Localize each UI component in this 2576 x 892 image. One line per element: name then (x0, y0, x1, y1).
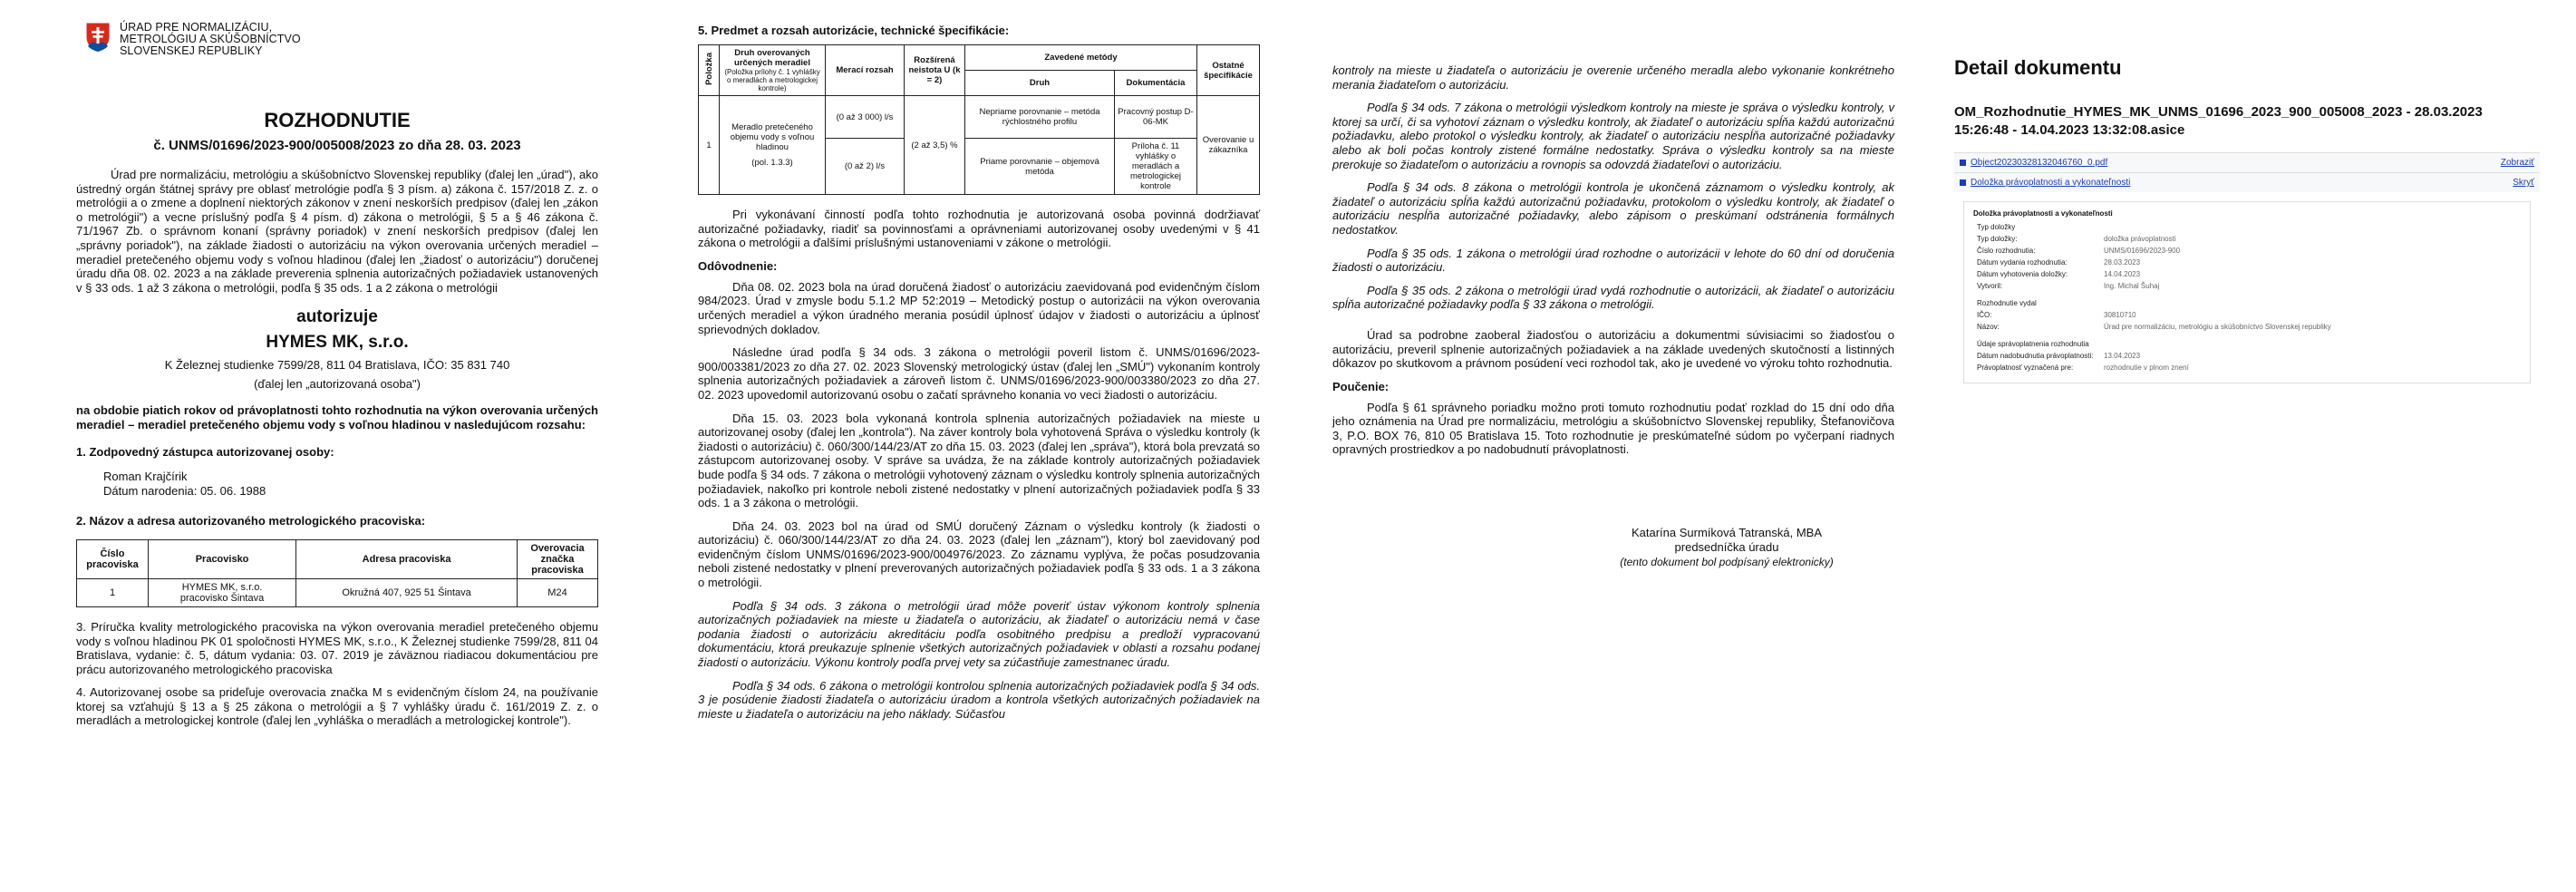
reasoning-p4: Dňa 24. 03. 2023 bol na úrad od SMÚ doručený Záznam o výsledku kontroly (k žiadosti o autorizáciu) č. 060/300/144/23/AT zo dňa 24. 03. 2023 (ďalej len „záznam"), ktorý bol zaevidovaný pod evidenčným číslom UNMS/01696/2023-900/004976/2023. Zo záznamu vyplýva, že počas posudzovania neboli zistené nedostatky v plnení preverovaných autorizačných požiadaviek podľa § 33 ods. 1 a 3 zákona o metrológii. (698, 519, 1260, 590)
col-instrument-type-sub: (Položka prílohy č. 1 vyhlášky o meradlách a metrologickej kontrole) (724, 68, 820, 92)
institution-logo (85, 22, 301, 57)
col-address: Adresa pracoviska (296, 539, 518, 578)
reasoning-p6: Podľa § 34 ods. 6 zákona o metrológii kontrolou splnenia autorizačných požiadaviek podľa § 34 ods. 3 je posúdenie žiadosti žiadateľa o autorizáciu úradom a kontrola všetkých autorizačných požiadaviek na mieste u žiadateľa o autorizáciu na jeho náklady. Súčasťou (698, 678, 1260, 721)
company-name: HYMES MK, s.r.o. (266, 333, 409, 353)
scope-lead: na obdobie piatich rokov od právoplatnosti tohto rozhodnutia na výkon overovania určených meradiel – meradiel pretečeného objemu vody s voľnou hladinou v nasledujúcom rozsahu: (76, 403, 598, 431)
table-row (77, 578, 598, 606)
detail-key: Typ doložky: (1977, 235, 2018, 243)
detail-value: 28.03.2023 (2104, 258, 2141, 267)
cell-doc-2: Príloha č. 11 vyhlášky o meradlách a metrologickej kontrole (1115, 139, 1197, 195)
detail-key: Názov: (1977, 323, 2000, 331)
col-instrument-type-label: Druh overovaných určených meradiel (734, 48, 810, 68)
reasoning-p1: Dňa 08. 02. 2023 bola na úrad doručená žiadosť o autorizáciu zaevidovaná pod evidenčným číslom 984/2023. Úrad v zmysle bodu 5.1.2 MP 52:2019 – Metodický postup o autorizácii na výkon overovania určených meradiel a výkon úradného merania posúdil úplnosť údajov v žiadosti o autorizáciu a úplnosť sprievodných dokladov. (698, 279, 1260, 336)
view-button[interactable]: Zobraziť (2500, 158, 2534, 168)
col-item-label: Položka (703, 53, 714, 85)
validity-group (1973, 340, 2521, 372)
file-row-clause (1954, 172, 2540, 192)
law-35-1-paragraph: Podľa § 35 ods. 1 zákona o metrológii úrad rozhodne o autorizácii v lehote do 60 dní od doručenia žiadosti o autorizáciu. (1332, 246, 1894, 275)
col-method-type: Druh (965, 71, 1115, 96)
detail-value: Ing. Michal Šuhaj (2104, 282, 2160, 290)
detail-value: 13.04.2023 (2104, 352, 2141, 360)
detail-row (1977, 247, 2521, 255)
item-4: 4. Autorizovanej osobe sa prideľuje overovacia značka M s evidenčným číslom 24, na používanie ktorej sa vzťahujú § 13 a § 25 zákona o metrológii a § 7 vyhlášky úradu č. 161/2019 Z. z. o meradlách a metrologickej kontrole (ďalej len „vyhláška o meradlách a metrologickej kontrole"). (76, 685, 598, 728)
detail-row (1977, 352, 2521, 360)
workplace-table (76, 539, 598, 607)
authorizes-heading: autorizuje (296, 307, 378, 327)
col-uncertainty: Rozšírená neistota U (k = 2) (905, 45, 965, 96)
container-filename: OM_Rozhodnutie_HYMES_MK_UNMS_01696_2023_900_005008_2023 - 28.03.2023 15:26:48 - 14.04.2023 13:32:08.asice (1954, 104, 2483, 138)
cell-mark: M24 (518, 578, 598, 606)
signatory-role: predsedníčka úradu (1674, 540, 1779, 555)
file-expand-icon (1960, 160, 1966, 166)
obligations-paragraph: Pri vykonávaní činností podľa tohto rozhodnutia je autorizovaná osoba povinná dodržiavať autorizačné požiadavky, riadiť sa povinnosťami a oprávneniami autorizovanej osoby uvedenými v § 41 zákona o metrológii a ďalšími príslušnými ustanoveniami v zákone o metrológii. (698, 208, 1260, 250)
col-item (699, 45, 720, 96)
detail-key: Číslo rozhodnutia: (1977, 247, 2036, 255)
continuation-paragraph: kontroly na mieste u žiadateľa o autorizáciu je overenie určeného meradla alebo vykonanie konkrétneho merania žiadateľom o autorizáciu. (1332, 63, 1894, 92)
col-instrument-type (720, 45, 826, 96)
law-35-2-paragraph: Podľa § 35 ods. 2 zákona o metrológii úrad vydá rozhodnutie o autorizácii, ak žiadateľ o autorizáciu spĺňa autorizačné požiadavky podľa § 33 zákona o metrológii. (1332, 283, 1894, 312)
col-methods: Zavedené metódy (965, 45, 1197, 71)
group-1-title: Typ doložky (1977, 223, 2016, 231)
instruction-heading: Poučenie: (1332, 379, 1390, 393)
col-range: Merací rozsah (826, 45, 905, 96)
decision-reference: č. UNMS/01696/2023-900/005008/2023 zo dňa 28. 03. 2023 (153, 138, 521, 153)
signature-block (1559, 526, 1894, 569)
group-title (1977, 299, 2521, 307)
cell-range-2: (0 až 2) l/s (826, 139, 905, 195)
item-1-heading: 1. Zodpovedný zástupca autorizovanej osoby: (76, 444, 334, 459)
col-documentation: Dokumentácia (1115, 71, 1197, 96)
cell-instrument (720, 96, 826, 195)
cell-uncertainty: (2 až 3,5) % (905, 96, 965, 195)
detail-row (1977, 235, 2521, 243)
reasoning-p5: Podľa § 34 ods. 3 zákona o metrológii úrad môže poveriť ústav výkonom kontroly splnenia autorizačných požiadaviek na mieste u žiadateľa o autorizáciu, ak žiadateľ o autorizáciu nemá v čase podania žiadosti o autorizáciu akreditáciu podľa osobitného predpisu a predloží vypracovanú dokumentáciu, ktorá preukazuje splnenie všetkých autorizačných požiadaviek v oblasti a rozsahu podanej žiadosti o autorizáciu. Výkonu kontroly podľa prvej vety sa zúčastňuje zamestnanec úradu. (698, 598, 1260, 670)
table-header-row (77, 539, 598, 578)
file-name-clause: Doložka právoplatnosti a vykonateľnosti (1971, 178, 2131, 188)
file-link-clause[interactable] (1960, 178, 2130, 188)
specification-table (698, 44, 1260, 195)
detail-value: 30810710 (2104, 311, 2136, 319)
detail-row (1977, 311, 2521, 319)
representative-birthdate: Dátum narodenia: 05. 06. 1988 (103, 483, 266, 498)
detail-row (1977, 323, 2521, 331)
group-title (1977, 223, 2521, 231)
file-name-pdf: Object20230328132046760_0.pdf (1971, 158, 2108, 168)
clause-box-title: Doložka právoplatnosti a vykonateľnosti (1973, 209, 2113, 218)
cell-address: Okružná 407, 925 51 Šintava (296, 578, 518, 606)
section-5-heading: 5. Predmet a rozsah autorizácie, technické špecifikácie: (698, 24, 1010, 37)
table-header-row (699, 45, 1260, 71)
col-workplace-number: Číslo pracoviska (77, 539, 149, 578)
decision-title: ROZHODNUTIE (264, 109, 411, 131)
cell-instrument-name: Meradlo pretečeného objemu vody s voľnou hladinou (730, 122, 815, 152)
reasoning-heading: Odôvodnenie: (698, 258, 778, 273)
detail-value: doložka právoplatnosti (2104, 235, 2176, 243)
reasoning-p3: Dňa 15. 03. 2023 bola vykonaná kontrola splnenia autorizačných požiadaviek na mieste u autorizovanej osoby (ďalej len „kontrola"). Na záver kontroly bola vyhotovená Správa o výsledku kontroly (k žiadosti o autorizáciu) č. 060/300/144/23/AT zo dňa 15. 03. 2023 (ďalej len „správa"), ktorá bola prevzatá so zástupcom autorizovanej osoby. V správe sa uvádza, že na základe kontroly autorizačných požiadaviek bude podľa § 34 ods. 7 zákona o metrológii vyhotovený záznam o výsledku kontroly splnenia autorizačných požiadaviek, nakoľko pri kontrole neboli zistené nedostatky v plnení autorizačných požiadaviek podľa § 33 ods. 1 a 3 zákona o metrológii. (698, 411, 1260, 510)
group-title (1977, 340, 2521, 348)
page-1 (0, 0, 634, 892)
detail-title: Detail dokumentu (1954, 56, 2122, 79)
cell-doc-1: Pracovný postup D-06-MK (1115, 96, 1197, 139)
signatory-name: Katarína Surmíková Tatranská, MBA (1631, 526, 1823, 540)
representative (103, 470, 598, 498)
table-row (699, 96, 1260, 139)
page-4-document-detail (1931, 0, 2576, 892)
cell-number: 1 (77, 578, 149, 606)
detail-row (1977, 270, 2521, 278)
company-alias: (ďalej len „autorizovaná osoba") (254, 377, 421, 392)
institution-line-3: SLOVENSKEJ REPUBLIKY (120, 44, 263, 57)
cell-method-2: Priame porovnanie – objemová metóda (965, 139, 1115, 195)
detail-key: Dátum nadobudnutia právoplatnosti: (1977, 352, 2094, 360)
cell-workplace: HYMES MK, s.r.o. pracovisko Šintava (149, 578, 296, 606)
item-2-heading: 2. Názov a adresa autorizovaného metrologického pracoviska: (76, 514, 426, 528)
file-row-pdf (1954, 152, 2540, 172)
detail-key: Právoplatnosť vyznačená pre: (1977, 364, 2074, 372)
detail-key: Vytvoril: (1977, 282, 2003, 290)
law-34-7-paragraph: Podľa § 34 ods. 7 zákona o metrológii výsledkom kontroly na mieste je správa o výsledku kontroly, v ktorej sa určí, či sa vyhotoví záznam o výsledku kontroly, ak žiadateľ o autorizáciu spĺňa každú autorizačnú požiadavku, alebo protokol o výsledku kontroly, ak žiadateľ o autorizáciu nespĺňa autorizačné požiadavky alebo ak boli počas kontroly zistené formálne nedostatky. Správa o výsledku kontroly sa na mieste prerokuje so žiadateľom o autorizáciu a rovnopis sa odovzdá žiadateľovi o autorizáciu. (1332, 101, 1894, 171)
representative-name: Roman Krajčírik (103, 470, 188, 484)
item-3: 3. Príručka kvality metrologického pracoviska na výkon overovania meradiel pretečeného objemu vody s voľnou hladinou PK 01 spoločnosti HYMES MK, s.r.o., K Železnej studienke 7599/28, 811 04 Bratislava, vydanie: č. 5, dátum vydania: 03. 07. 2019 je záväznou riadiacou dokumentáciou pre prácu autorizovaného metrologického pracoviska (76, 619, 598, 676)
col-other: Ostatné špecifikácie (1197, 45, 1260, 96)
detail-value: rozhodnutie v plnom znení (2104, 364, 2189, 372)
page-3 (1305, 0, 1931, 892)
slovak-coat-of-arms-icon (85, 22, 111, 53)
detail-key: Dátum vyhotovenia doložky: (1977, 270, 2068, 278)
instruction-paragraph: Podľa § 61 správneho poriadku možno proti tomuto rozhodnutiu podať rozklad do 15 dní odo dňa jeho oznámenia na Úrad pre normalizáciu, metrológiu a skúšobníctvo Slovenskej republiky, Štefanovičova 3, P.O. BOX 76, 810 05 Bratislava 15. Toto rozhodnutie je preskúmateľné súdom po vyčerpaní riadnych opravných prostriedkov a po nadobudnutí právoplatnosti. (1332, 400, 1894, 457)
reasoning-p2: Následne úrad podľa § 34 ods. 3 zákona o metrológii poveril listom č. UNMS/01696/2023-900/003381/2023 zo dňa 27. 02. 2023 Slovenský metrologický ústav (ďalej len „SMÚ") vykonaním kontroly splnenia autorizačných požiadaviek a zároveň listom č. UNMS/01696/2023-900/003380/2023 zo dňa 27. 02. 2023 upovedomil autorizovanú osobu o začatí správneho konania vo veci žiadosti o autorizáciu. (698, 345, 1260, 402)
page-2 (634, 0, 1305, 892)
file-collapse-icon (1960, 179, 1966, 186)
law-34-8-paragraph: Podľa § 34 ods. 8 zákona o metrológii kontrola je ukončená záznamom o výsledku kontroly, ak žiadateľ o autorizáciu spĺňa každú autorizačnú požiadavku, protokolom o výsledku kontroly, ak žiadateľ o autorizáciu nespĺňa autorizačné požiadavky, alebo zápisom o preskúmaní odstránenia formálnych nedostatkov. (1332, 180, 1894, 237)
clause-detail-box (1963, 201, 2531, 383)
signature-note: (tento dokument bol podpísaný elektronicky) (1620, 556, 1834, 569)
cell-method-1: Nepriame porovnanie – metóda rýchlostného profilu (965, 96, 1115, 139)
hide-button[interactable]: Skryť (2513, 178, 2534, 188)
institution-line-1: ÚRAD PRE NORMALIZÁCIU, (120, 21, 273, 34)
cell-other: Overovanie u zákazníka (1197, 96, 1260, 195)
detail-row (1977, 258, 2521, 267)
col-mark: Overovacia značka pracoviska (518, 539, 598, 578)
detail-key: IČO: (1977, 311, 1992, 319)
detail-value: UNMS/01696/2023-900 (2104, 247, 2181, 255)
detail-key: Dátum vydania rozhodnutia: (1977, 258, 2068, 267)
group-3-title: Údaje správoplatnenia rozhodnutia (1977, 340, 2089, 348)
decision-paragraph: Úrad sa podrobne zaoberal žiadosťou o autorizáciu a dokumentmi súvisiacimi so žiadosťou o autorizáciu, preveril splnenie autorizačných požiadaviek a na základe uvedených skutočností a listinných dôkazov po skutkovom a právnom posúdení veci rozhodol tak, ako je uvedené vo výroku tohto rozhodnutia. (1332, 327, 1894, 371)
cell-item: 1 (699, 96, 720, 195)
detail-value: 14.04.2023 (2104, 270, 2141, 278)
detail-row (1977, 364, 2521, 372)
cell-range-1: (0 až 3 000) l/s (826, 96, 905, 139)
issuer-group (1973, 299, 2521, 331)
detail-row (1977, 282, 2521, 290)
file-link-pdf[interactable] (1960, 158, 2107, 168)
institution-line-2: METROLÓGIU A SKÚŠOBNÍCTVO (120, 33, 301, 45)
detail-value: Úrad pre normalizáciu, metrológiu a skúšobníctvo Slovenskej republiky (2104, 323, 2331, 331)
cell-instrument-sub: (pol. 1.3.3) (751, 158, 793, 168)
col-workplace: Pracovisko (149, 539, 296, 578)
company-address: K Železnej studienke 7599/28, 811 04 Bratislava, IČO: 35 831 740 (164, 358, 510, 373)
intro-paragraph: Úrad pre normalizáciu, metrológiu a skúšobníctvo Slovenskej republiky (ďalej len „úrad"), ako ústredný orgán štátnej správy pre oblasť metrológie podľa § 3 písm. a) zákona č. 157/2018 Z. z. o metrológii a o zmene a doplnení niektorých zákonov v znení neskorších predpisov (ďalej len „zákon o metrológii") a vecne príslušný podľa § 4 písm. d) zákona o metrológii, § 5 a § 46 zákona č. 71/1967 Zb. o správnom konaní (správny poriadok) v znení neskorších predpisov (ďalej len „správny poriadok"), na základe žiadosti o autorizáciu na výkon overovania určených meradiel – meradiel pretečeného objemu vody s voľnou hladinou (ďalej len „žiadosť o autorizáciu") doručenej úradu dňa 08. 02. 2023 a na základe preverenia splnenia autorizačných požiadaviek ustanovených v § 33 ods. 1 až 3 zákona o metrológii, podľa § 35 ods. 1 a 2 zákona o metrológii (76, 168, 598, 295)
group-2-title: Rozhodnutie vydal (1977, 299, 2037, 307)
